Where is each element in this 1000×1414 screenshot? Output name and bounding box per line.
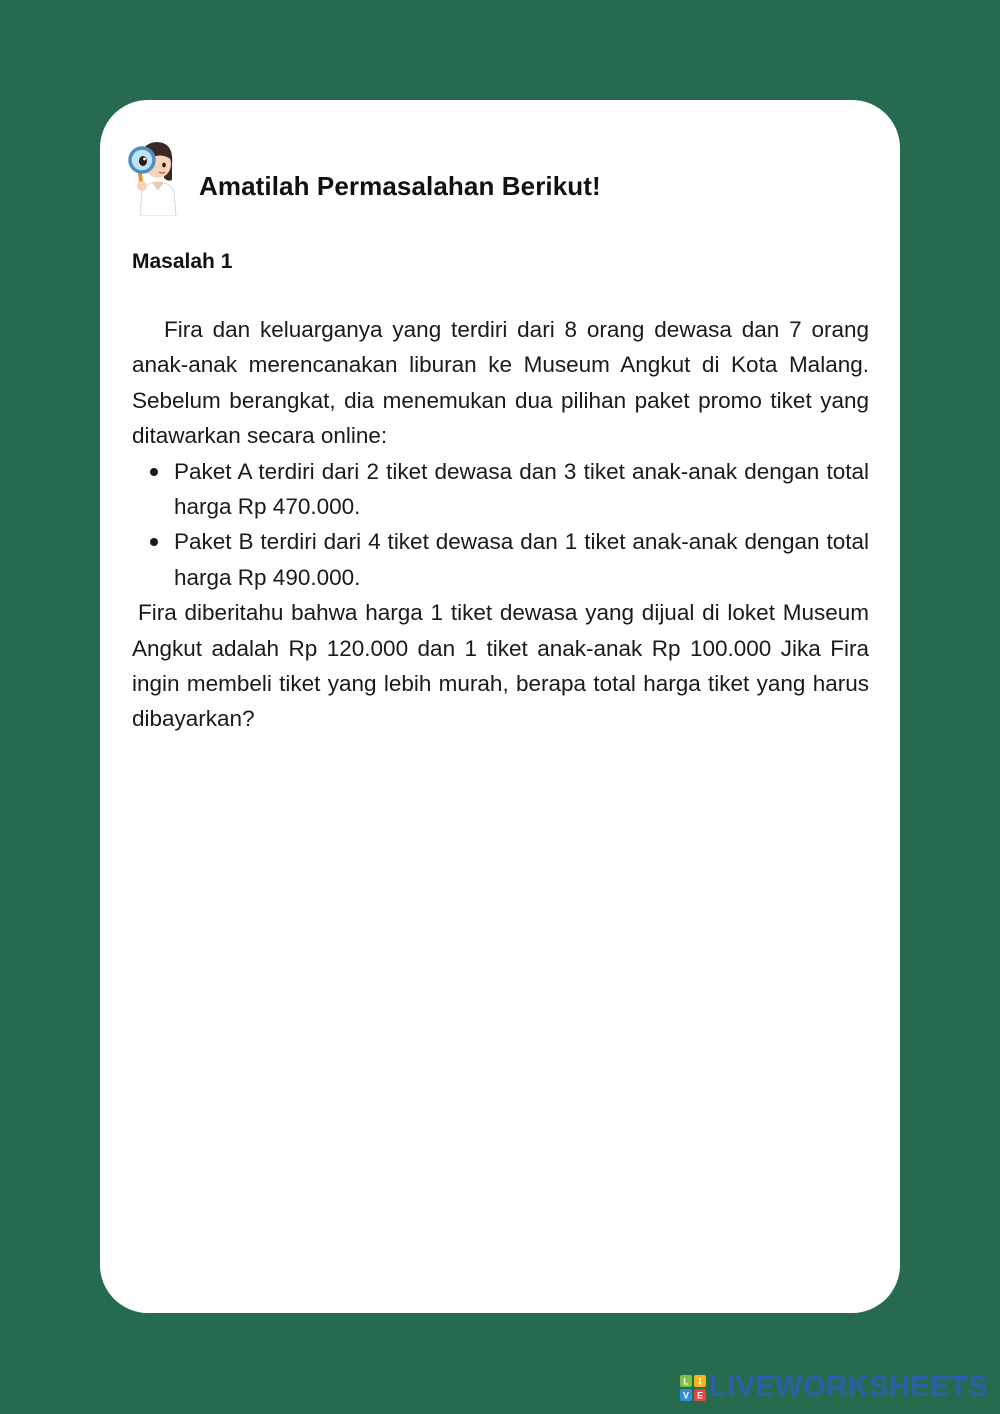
header: [128, 136, 601, 216]
brand-watermark: [680, 1371, 988, 1404]
problem-body: [132, 312, 869, 737]
package-a-item: Paket A terdiri dari 2 tiket dewasa dan 3 tiket anak-anak dengan total harga Rp 470.000.: [174, 454, 869, 525]
problem-subtitle: Masalah 1: [132, 250, 233, 273]
problem-intro: Fira dan keluarganya yang terdiri dari 8 orang dewasa dan 7 orang anak-anak merencanakan liburan ke Museum Angkut di Kota Malang. Sebelum berangkat, dia menemukan dua pilihan paket promo tiket yang ditawarkan secara online:: [132, 317, 869, 449]
svg-text:V: V: [682, 1390, 689, 1400]
svg-text:E: E: [696, 1390, 703, 1400]
problem-question: Fira diberitahu bahwa harga 1 tiket dewasa yang dijual di loket Museum Angkut adalah Rp 120.000 dan 1 tiket anak-anak Rp 100.000 Jika Fira ingin membeli tiket yang lebih murah, berapa total harga tiket yang harus dibayarkan?: [132, 600, 869, 732]
svg-text:L: L: [682, 1376, 689, 1386]
package-list: [132, 454, 869, 596]
page-title: Amatilah Permasalahan Berikut!: [199, 170, 601, 201]
content-card: [100, 100, 900, 1313]
package-b-item: Paket B terdiri dari 4 tiket dewasa dan 1 tiket anak-anak dengan total harga Rp 490.000.: [174, 524, 869, 595]
brand-name: LIVEWORKSHEETS: [708, 1371, 988, 1403]
girl-with-magnifying-glass-icon: [128, 136, 182, 216]
svg-text:I: I: [698, 1376, 701, 1386]
liveworksheets-logo-icon: [680, 1375, 706, 1401]
